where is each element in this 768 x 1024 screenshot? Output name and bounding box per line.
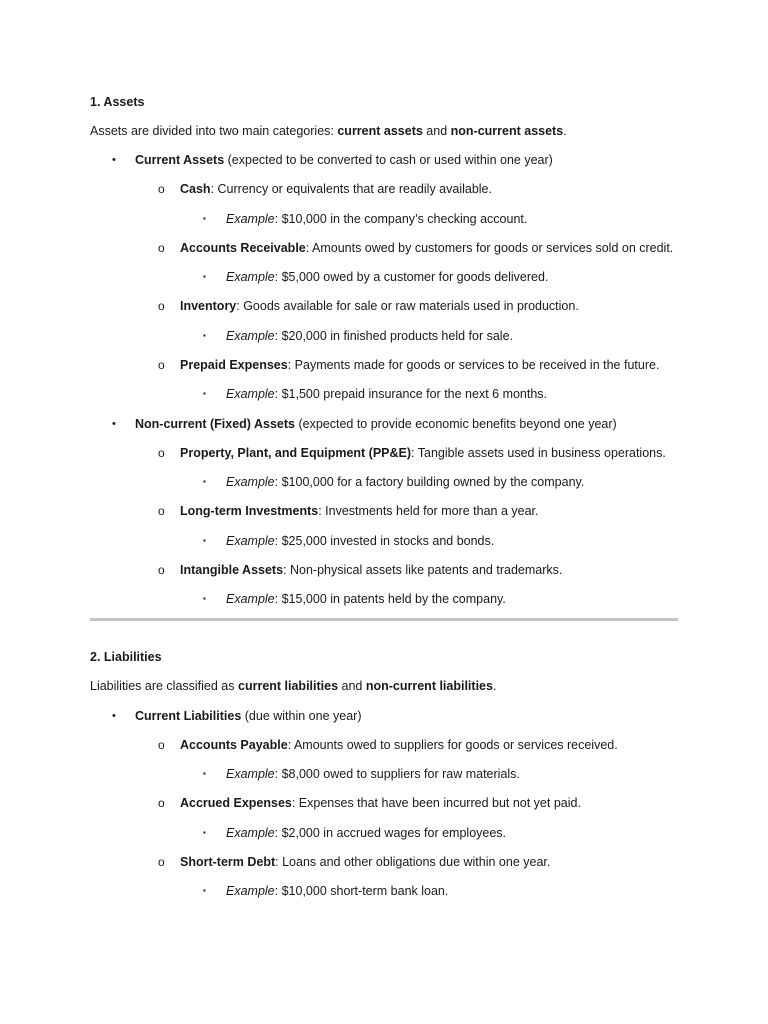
bullet-marker: o — [158, 563, 165, 577]
bullet-marker: • — [112, 154, 116, 166]
bullet-marker: o — [158, 796, 165, 810]
example-long-term-investments: Example: $25,000 invested in stocks and bonds. — [226, 534, 495, 548]
example-accrued-expenses: Example: $2,000 in accrued wages for employees. — [226, 826, 507, 840]
list-item-short-term-debt: Short-term Debt: Loans and other obligations due within one year. — [180, 855, 551, 869]
bullet-marker: • — [112, 418, 116, 430]
bullet-marker: o — [158, 182, 165, 196]
bullet-marker: o — [158, 504, 165, 518]
bullet-marker: o — [158, 738, 165, 752]
example-accounts-receivable: Example: $5,000 owed by a customer for goods delivered. — [226, 270, 549, 284]
list-item-accounts-payable: Accounts Payable: Amounts owed to suppliers for goods or services received. — [180, 738, 618, 752]
example-cash: Example: $10,000 in the company’s checking account. — [226, 212, 528, 226]
list-item-ppe: Property, Plant, and Equipment (PP&E): Tangible assets used in business operations. — [180, 446, 666, 460]
section-divider — [90, 618, 678, 621]
bullet-marker: ▪ — [203, 477, 206, 486]
list-item-prepaid-expenses: Prepaid Expenses: Payments made for goods or services to be received in the future. — [180, 358, 660, 372]
list-item-current-assets: Current Assets (expected to be converted to cash or used within one year) — [135, 153, 553, 167]
list-item-accounts-receivable: Accounts Receivable: Amounts owed by customers for goods or services sold on credit. — [180, 241, 674, 255]
bullet-marker: ▪ — [203, 769, 206, 778]
section-intro-assets: Assets are divided into two main categories: current assets and non-current assets. — [90, 124, 567, 138]
bullet-marker: ▪ — [203, 331, 206, 340]
bullet-marker: ▪ — [203, 214, 206, 223]
section-heading-liabilities: 2. Liabilities — [90, 650, 162, 664]
bullet-marker: ▪ — [203, 828, 206, 837]
example-accounts-payable: Example: $8,000 owed to suppliers for raw materials. — [226, 767, 520, 781]
bullet-marker: ▪ — [203, 272, 206, 281]
example-intangible-assets: Example: $15,000 in patents held by the company. — [226, 592, 506, 606]
list-item-non-current-assets: Non-current (Fixed) Assets (expected to provide economic benefits beyond one year) — [135, 417, 617, 431]
bullet-marker: ▪ — [203, 594, 206, 603]
list-item-long-term-investments: Long-term Investments: Investments held for more than a year. — [180, 504, 539, 518]
bullet-marker: ▪ — [203, 536, 206, 545]
list-item-accrued-expenses: Accrued Expenses: Expenses that have been incurred but not yet paid. — [180, 796, 581, 810]
bullet-marker: ▪ — [203, 389, 206, 398]
list-item-intangible-assets: Intangible Assets: Non-physical assets like patents and trademarks. — [180, 563, 563, 577]
list-item-cash: Cash: Currency or equivalents that are readily available. — [180, 182, 492, 196]
example-ppe: Example: $100,000 for a factory building owned by the company. — [226, 475, 585, 489]
section-intro-liabilities: Liabilities are classified as current liabilities and non-current liabilities. — [90, 679, 497, 693]
bullet-marker: o — [158, 241, 165, 255]
list-item-inventory: Inventory: Goods available for sale or raw materials used in production. — [180, 299, 579, 313]
bullet-marker: ▪ — [203, 886, 206, 895]
section-heading-assets: 1. Assets — [90, 95, 145, 109]
example-short-term-debt: Example: $10,000 short-term bank loan. — [226, 884, 449, 898]
bullet-marker: o — [158, 358, 165, 372]
bullet-marker: o — [158, 299, 165, 313]
bullet-marker: o — [158, 446, 165, 460]
example-prepaid-expenses: Example: $1,500 prepaid insurance for the next 6 months. — [226, 387, 548, 401]
example-inventory: Example: $20,000 in finished products held for sale. — [226, 329, 513, 343]
list-item-current-liabilities: Current Liabilities (due within one year) — [135, 709, 362, 723]
bullet-marker: o — [158, 855, 165, 869]
bullet-marker: • — [112, 710, 116, 722]
